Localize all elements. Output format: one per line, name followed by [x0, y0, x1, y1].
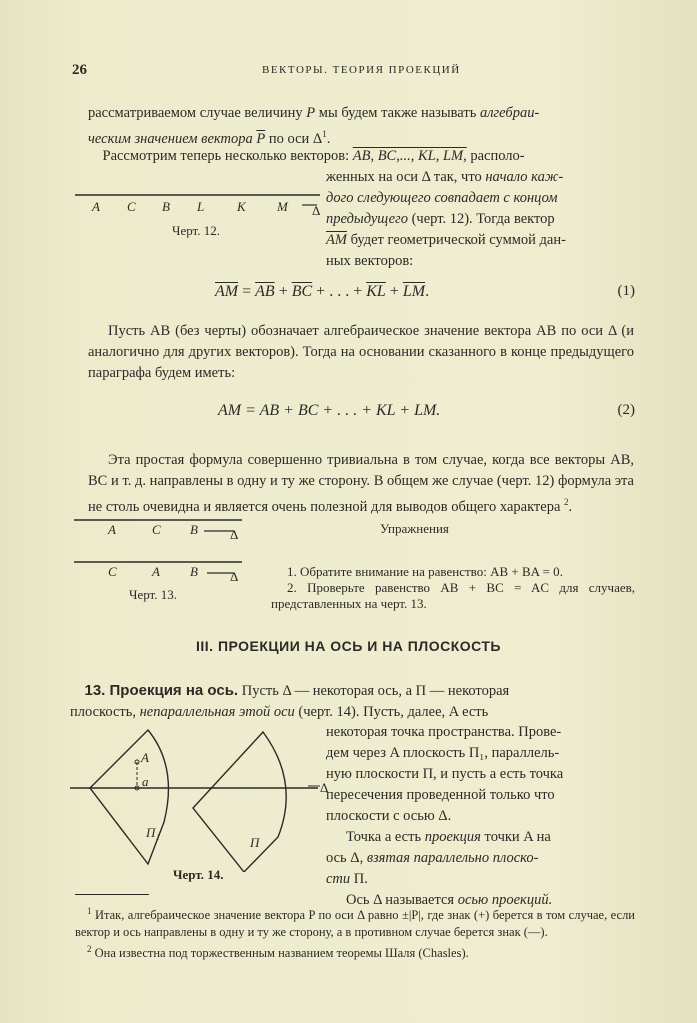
text: . [326, 130, 331, 147]
vector: $\overline{KL}$ [366, 283, 386, 300]
exercise-item: 1. Обратите внимание на равенство: AB + BA = 0. [287, 564, 563, 579]
vector: $\overline{AM}$ [326, 232, 347, 248]
emphasis: дого следующего совпадает с концом [326, 190, 558, 206]
text: ось Δ, [326, 850, 367, 866]
text: Рассмотрим теперь несколько векторов: [102, 148, 353, 164]
vector: $\overline{AB}$ [255, 283, 275, 300]
footnote-ref[interactable]: 1 [322, 129, 327, 139]
plane-pi-label: Π [250, 835, 260, 850]
axis-delta-label: Δ [320, 780, 329, 795]
point-label: B [190, 564, 198, 579]
text: будет геометрической суммой дан- [346, 232, 566, 248]
point-label: C [152, 522, 161, 537]
projection-planes-diagram [68, 722, 328, 872]
point-label: B [162, 199, 170, 214]
point-A-label: A [141, 750, 149, 765]
paragraph-intro [88, 103, 634, 150]
figure-caption: Черт. 14. [173, 867, 224, 882]
footnote-ref[interactable]: 2 [564, 497, 569, 507]
text: плоскости с осью Δ. [326, 808, 452, 824]
paragraph-13-body [326, 722, 636, 911]
text: Точка a есть [346, 829, 425, 845]
text: Пусть Δ — некоторая ось, а Π — некоторая [238, 683, 510, 699]
axis-delta-label: Δ [312, 203, 321, 218]
text: женных на оси Δ так, что [326, 169, 486, 185]
axis-delta-label: Δ [230, 527, 239, 542]
footnote-rule [75, 894, 149, 895]
point-label: A [108, 522, 116, 537]
paragraph-algebraic-value [88, 321, 634, 384]
text: ных векторов: [326, 253, 414, 269]
text: по оси Δ [265, 130, 323, 147]
emphasis: осью проекций. [457, 892, 553, 908]
vector: $\overline{LM}$ [402, 283, 426, 300]
exercise-item: 2. Проверьте равенство AB + BC = AC для случаев, представленных на черт. 13. [271, 580, 635, 611]
text: пересечения проведенной только что [326, 787, 555, 803]
text: Π. [350, 871, 368, 887]
footnotes [75, 903, 635, 962]
paragraph-formula-remark [88, 450, 634, 518]
text: рассматриваемом случае величину [88, 105, 307, 121]
point-label: L [197, 199, 205, 214]
emphasis: взятая параллельно плоско- [366, 850, 539, 866]
equation-number: (2) [617, 402, 635, 418]
exercises-list [271, 564, 635, 612]
vector-list: AB, BC,..., KL, LM, [352, 148, 467, 164]
text: (черт. 12). Тогда вектор [407, 211, 555, 227]
text: располо- [466, 148, 525, 164]
text: некоторая точка пространства. Прове- [326, 724, 562, 740]
figure-14 [68, 722, 328, 892]
variable: P [306, 105, 316, 121]
equation-text: AM = AB + BC + . . . + KL + LM. [218, 402, 441, 419]
footnote-2 [75, 941, 635, 962]
section-heading: III. ПРОЕКЦИИ НА ОСЬ И НА ПЛОСКОСТЬ [196, 638, 501, 654]
axis-lines-diagram [72, 510, 252, 590]
operator: = [238, 283, 256, 300]
paragraph-13-lead [70, 680, 636, 723]
operator: + [274, 283, 292, 300]
axis-delta-label: Δ [230, 569, 239, 584]
text: дем через A плоскость Π₁, параллель- [326, 745, 560, 761]
operator: . [425, 283, 430, 300]
operator: + [385, 283, 403, 300]
point-label: A [92, 199, 100, 214]
footnote-mark: 1 [87, 906, 92, 916]
emphasis: начало каж- [485, 169, 564, 185]
figure-12 [72, 183, 322, 243]
running-title: ВЕКТОРЫ. ТЕОРИЯ ПРОЕКЦИЙ [262, 64, 461, 76]
footnote-mark: 2 [87, 944, 92, 955]
point-label: B [190, 522, 198, 537]
emphasis: непараллельная этой оси [139, 704, 295, 720]
text: плоскость, [70, 704, 140, 720]
text: ную плоскости Π, и пусть a есть точка [326, 766, 564, 782]
figure-caption: Черт. 13. [129, 587, 178, 602]
figure-caption: Черт. 12. [172, 223, 221, 238]
emphasis: ческим значением вектора [88, 130, 257, 147]
exercises-heading: Упражнения [380, 521, 449, 536]
subsection-heading: 13. Проекция на ось. [84, 682, 239, 699]
text: Пусть AB (без черты) обозначает алгебраическое значение вектора AB по оси Δ (и аналогично для других векторов). Тогда на основании сказанного в конце предыдущего параграфа будем иметь: [88, 323, 634, 381]
vector: $\overline{BC}$ [291, 283, 313, 300]
emphasis: предыдущего [326, 211, 408, 227]
footnote-text: Итак, алгебраическое значение вектора P по оси Δ равно ±|P|, где знак (+) берется в том случае, если вектор и ось направлены в одну и ту же сторону, а в противном случае берется знак (—). [75, 908, 635, 940]
text: . [568, 498, 573, 515]
point-label: M [277, 199, 288, 214]
equation-2 [218, 402, 635, 420]
operator: + . . . + [312, 283, 367, 300]
emphasis: проекция [424, 829, 481, 845]
figure-13 [72, 510, 252, 610]
text: точки A на [480, 829, 551, 845]
text: Ось Δ называется [346, 892, 458, 908]
point-a-label: a [142, 774, 149, 789]
emphasis: сти [326, 871, 351, 887]
equation-number: (1) [617, 283, 635, 299]
emphasis: алгебраи- [479, 105, 540, 121]
point-label: K [237, 199, 246, 214]
vector: $\overline{P}$ [256, 130, 266, 147]
paragraph-vectors-body [326, 167, 634, 272]
point-label: A [152, 564, 160, 579]
paragraph-vectors-lead [88, 146, 634, 167]
text: (черт. 14). Пусть, далее, A есть [294, 704, 489, 720]
page-number: 26 [72, 62, 87, 78]
text: мы будем также называть [315, 105, 480, 121]
equation-1 [215, 283, 635, 301]
point-label: C [108, 564, 117, 579]
vector: $\overline{AM}$ [215, 283, 239, 300]
text: Эта простая формула совершенно тривиальна в том случае, когда все векторы AB, BC и т. д. направлены в одну и ту же сторону. В общем же случае (черт. 12) формула эта не столь очевидна и является очень полезной для выводов общего характера [88, 452, 634, 515]
plane-pi1-label: Π₁ [146, 825, 160, 840]
footnote-text: Она известна под торжественным названием теоремы Шаля (Chasles). [94, 946, 469, 961]
point-label: C [127, 199, 136, 214]
footnote-1 [75, 903, 635, 941]
